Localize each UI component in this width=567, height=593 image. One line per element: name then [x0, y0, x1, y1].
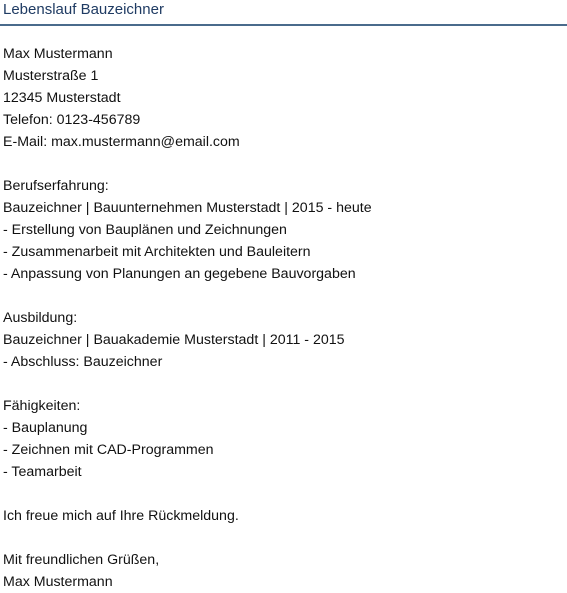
education-heading: Ausbildung: [3, 310, 78, 326]
document-body [3, 43, 563, 593]
contact-phone: Telefon: 0123-456789 [3, 112, 141, 128]
spacer [3, 483, 563, 505]
contact-city: 12345 Musterstadt [3, 90, 121, 106]
education-item: - Abschluss: Bauzeichner [3, 354, 163, 370]
title-divider [0, 24, 567, 26]
experience-item: - Erstellung von Bauplänen und Zeichnungen [3, 222, 287, 238]
experience-item: - Anpassung von Planungen an gegebene Bauvorgaben [3, 266, 356, 282]
experience-heading: Berufserfahrung: [3, 178, 109, 194]
skills-item: - Zeichnen mit CAD-Programmen [3, 442, 214, 458]
contact-name: Max Mustermann [3, 46, 113, 62]
closing-message: Ich freue mich auf Ihre Rückmeldung. [3, 508, 239, 524]
spacer [3, 285, 563, 307]
spacer [3, 527, 563, 549]
contact-street: Musterstraße 1 [3, 68, 99, 84]
skills-item: - Bauplanung [3, 420, 88, 436]
signature-name: Max Mustermann [3, 574, 113, 590]
contact-email: E-Mail: max.mustermann@email.com [3, 134, 240, 150]
skills-item: - Teamarbeit [3, 464, 82, 480]
document-title: Lebenslauf Bauzeichner [3, 1, 164, 18]
spacer [3, 373, 563, 395]
education-entry: Bauzeichner | Bauakademie Musterstadt | 2011 - 2015 [3, 332, 345, 348]
skills-heading: Fähigkeiten: [3, 398, 81, 414]
closing-greeting: Mit freundlichen Grüßen, [3, 552, 160, 568]
experience-position: Bauzeichner | Bauunternehmen Musterstadt | 2015 - heute [3, 200, 372, 216]
spacer [3, 153, 563, 175]
experience-item: - Zusammenarbeit mit Architekten und Bauleitern [3, 244, 311, 260]
